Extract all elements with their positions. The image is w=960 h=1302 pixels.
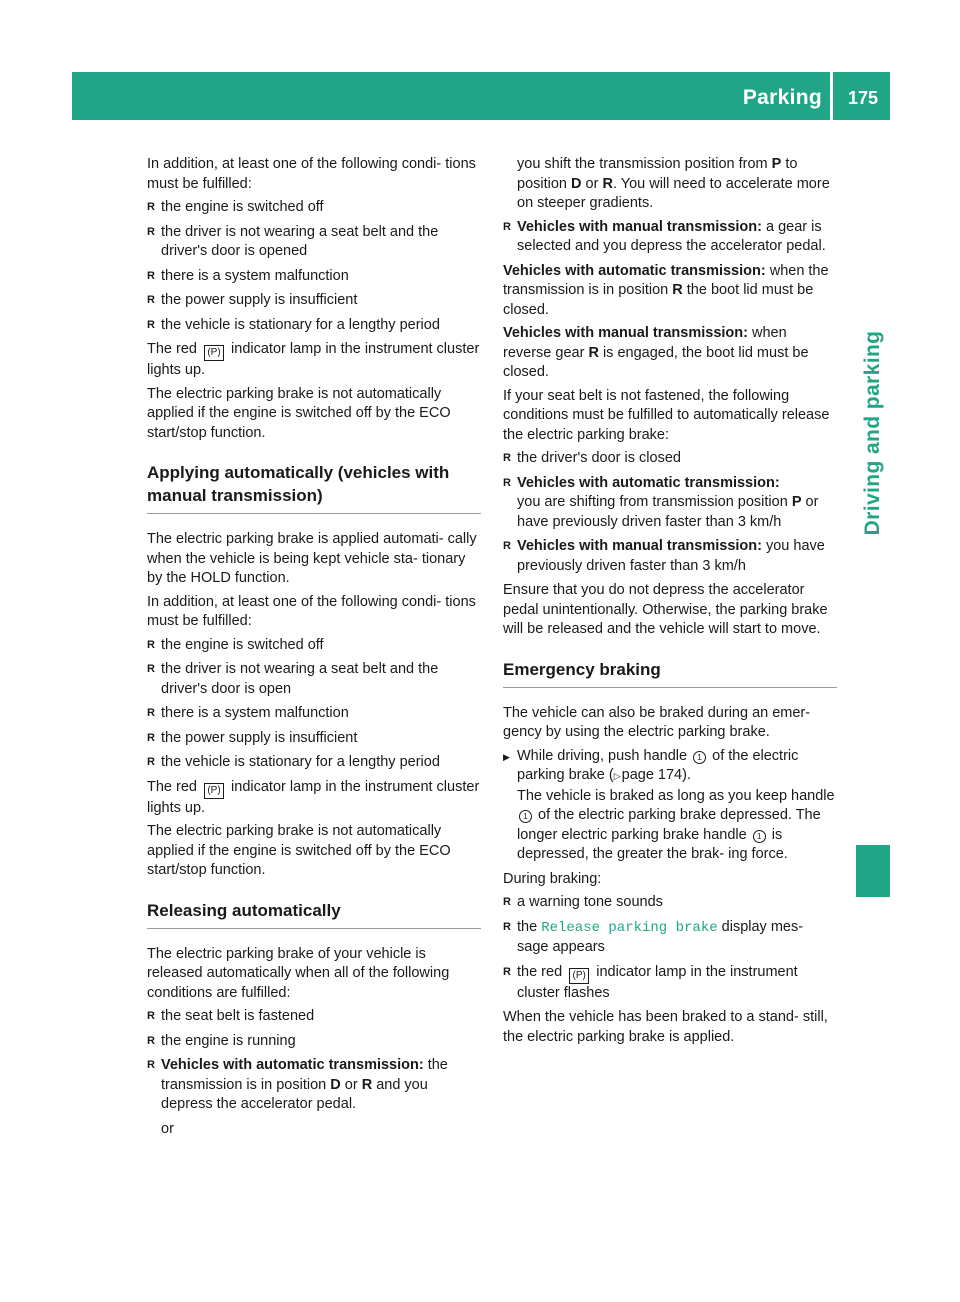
release-list <box>147 1007 481 1115</box>
lamp-paragraph-2 <box>147 778 481 819</box>
callout-1-icon: 1 <box>753 830 766 843</box>
manual-release-list <box>503 218 837 257</box>
page-reference-link[interactable]: page 174 <box>621 767 683 783</box>
text: While driving, push handle <box>517 747 688 764</box>
list-item: R the engine is running <box>147 1032 481 1052</box>
text: indicator lamp in the instrument cluster flashes <box>517 963 798 1001</box>
gear-letter: R <box>602 175 613 192</box>
header-separator <box>830 72 833 120</box>
text: the boot lid must be closed. <box>503 282 814 318</box>
list-item <box>503 474 837 533</box>
continued-text <box>503 155 837 214</box>
gear-letter: P <box>771 156 782 172</box>
text: or <box>340 1076 362 1093</box>
seatbelt-list <box>503 449 837 576</box>
heading-emergency-braking: Emergency braking <box>503 658 837 688</box>
text: when reverse gear <box>503 325 787 361</box>
list-item <box>503 537 837 576</box>
manual-boot-paragraph <box>503 324 837 383</box>
list-item: R there is a system malfunction <box>147 267 481 287</box>
lamp-paragraph-1 <box>147 340 481 381</box>
gear-letter: D <box>330 1076 341 1093</box>
gear-letter: R <box>588 344 599 361</box>
eco-note-1: The electric parking brake is not automatically applied if the engine is switched off by the ECO start/stop function. <box>147 385 451 441</box>
text: display mes- sage appears <box>517 918 804 955</box>
text: is depressed, the greater the brak- ing force. <box>517 826 788 862</box>
bold-label: Vehicles with manual transmission: <box>503 325 748 341</box>
display-message: Release parking brake <box>541 919 718 936</box>
emergency-paragraph: The vehicle can also be braked during an emer- gency by using the electric parking brake. <box>503 704 811 740</box>
list-item: R the power supply is insufficient <box>147 729 481 749</box>
list-item: R the vehicle is stationary for a lengthy period <box>147 316 481 336</box>
text: The vehicle is braked as long as you keep handle <box>517 787 835 804</box>
lamp-text-post: indicator lamp in the instrument cluster lights up. <box>147 341 480 378</box>
text: or have previously driven faster than 3 km/h <box>517 494 819 530</box>
right-column <box>503 155 837 1051</box>
list-item: R the power supply is insufficient <box>147 291 481 311</box>
auto-boot-paragraph <box>503 262 837 321</box>
heading-manual-transmission: Applying automatically (vehicles with manual transmission) <box>147 461 481 514</box>
text: when the transmission is in position <box>503 262 829 298</box>
heading-releasing: Releasing automatically <box>147 899 481 929</box>
callout-1-icon: 1 <box>519 810 532 823</box>
text: the <box>517 918 542 935</box>
list-item: R there is a system malfunction <box>147 704 481 724</box>
text: is engaged, the boot lid must be closed. <box>503 344 809 380</box>
text: of the electric parking brake depressed. The longer electric parking brake handle <box>517 807 821 843</box>
text: the red <box>517 963 563 980</box>
text: to position <box>517 156 798 192</box>
list-item <box>147 1056 481 1115</box>
parking-lamp-icon: (P) <box>204 783 224 799</box>
or-text: or <box>161 1120 174 1137</box>
side-marker-block <box>856 845 890 897</box>
instruction-step <box>503 747 837 865</box>
intro-text: In addition, at least one of the following condi- tions must be fulfilled: <box>147 156 476 192</box>
gear-letter: P <box>791 494 802 510</box>
text: you have previously driven faster than 3 km/h <box>517 538 825 574</box>
lamp-text-pre: The red <box>147 341 197 357</box>
bold-label: Vehicles with automatic transmission: <box>161 1057 424 1073</box>
conditions-list-1 <box>147 198 481 335</box>
list-item: R the driver is not wearing a seat belt and the driver's door is opened <box>147 223 481 262</box>
release-paragraph: The electric parking brake of your vehicle is released automatically when all of the following conditions are fulfilled: <box>147 945 450 1001</box>
list-item: R the engine is switched off <box>147 636 481 656</box>
page-ref-arrow-icon: ▷ <box>613 771 621 781</box>
chapter-label: Driving and parking <box>861 330 884 535</box>
text: . You will need to accelerate more on steeper gradients. <box>517 175 830 211</box>
bold-label: Vehicles with manual transmission: <box>517 538 762 554</box>
bold-label: Vehicles with automatic transmission: <box>503 262 766 279</box>
text: the transmission is in position <box>161 1057 448 1093</box>
final-paragraph: When the vehicle has been braked to a stand- still, the electric parking brake is applied. <box>503 1009 828 1045</box>
list-item <box>503 963 837 1004</box>
bold-label: Vehicles with automatic transmission: <box>517 474 780 491</box>
list-item <box>503 218 837 257</box>
left-column <box>147 155 481 1143</box>
parking-lamp-icon: (P) <box>204 345 224 361</box>
callout-1-icon: 1 <box>693 751 706 764</box>
list-item: R the driver is not wearing a seat belt and the driver's door is open <box>147 660 481 699</box>
lamp-text-post: indicator lamp in the instrument cluster lights up. <box>147 778 480 816</box>
manual-paragraph-2: In addition, at least one of the following condi- tions must be fulfilled: <box>147 593 476 629</box>
gear-letter: D <box>571 175 582 192</box>
text: a gear is selected and you depress the accelerator pedal. <box>517 218 826 254</box>
page-number: 175 <box>847 88 878 108</box>
bold-label: Vehicles with manual transmission: <box>517 218 762 235</box>
list-item: R a warning tone sounds <box>503 893 837 913</box>
seatbelt-paragraph: If your seat belt is not fastened, the following conditions must be fulfilled to automatically release the electric parking brake: <box>503 387 830 443</box>
during-braking-label: During braking: <box>503 870 602 887</box>
section-title: Parking <box>742 86 822 109</box>
list-item: R the seat belt is fastened <box>147 1007 481 1027</box>
text: you are shifting from transmission position <box>517 494 792 510</box>
lamp-text-pre: The red <box>147 778 197 795</box>
ensure-paragraph: Ensure that you do not depress the accelerator pedal unintentionally. Otherwise, the parking brake will be released and the vehicle will start to move. <box>503 582 828 637</box>
text: and you depress the accelerator pedal. <box>161 1076 428 1112</box>
side-chapter-tab <box>856 290 890 575</box>
parking-lamp-icon: (P) <box>569 968 589 984</box>
list-item: R the vehicle is stationary for a lengthy period <box>147 753 481 773</box>
text: ). <box>682 767 691 783</box>
header-bar <box>72 72 890 120</box>
conditions-list-2 <box>147 636 481 773</box>
during-braking-list <box>503 893 837 1003</box>
list-item <box>503 918 837 958</box>
text: or <box>581 175 603 192</box>
text: of the electric parking brake ( <box>517 747 799 783</box>
emergency-steps <box>503 747 837 865</box>
list-item: R the driver's door is closed <box>503 449 837 469</box>
manual-paragraph-1: The electric parking brake is applied automati- cally when the vehicle is being kept vehicle sta- tionary by the HOLD function. <box>147 531 477 586</box>
list-item: R the engine is switched off <box>147 198 481 218</box>
gear-letter: R <box>361 1076 373 1093</box>
text: you shift the transmission position from <box>517 156 772 172</box>
eco-note-2: The electric parking brake is not automatically applied if the engine is switched off by the ECO start/stop function. <box>147 823 451 878</box>
gear-letter: R <box>672 282 683 298</box>
